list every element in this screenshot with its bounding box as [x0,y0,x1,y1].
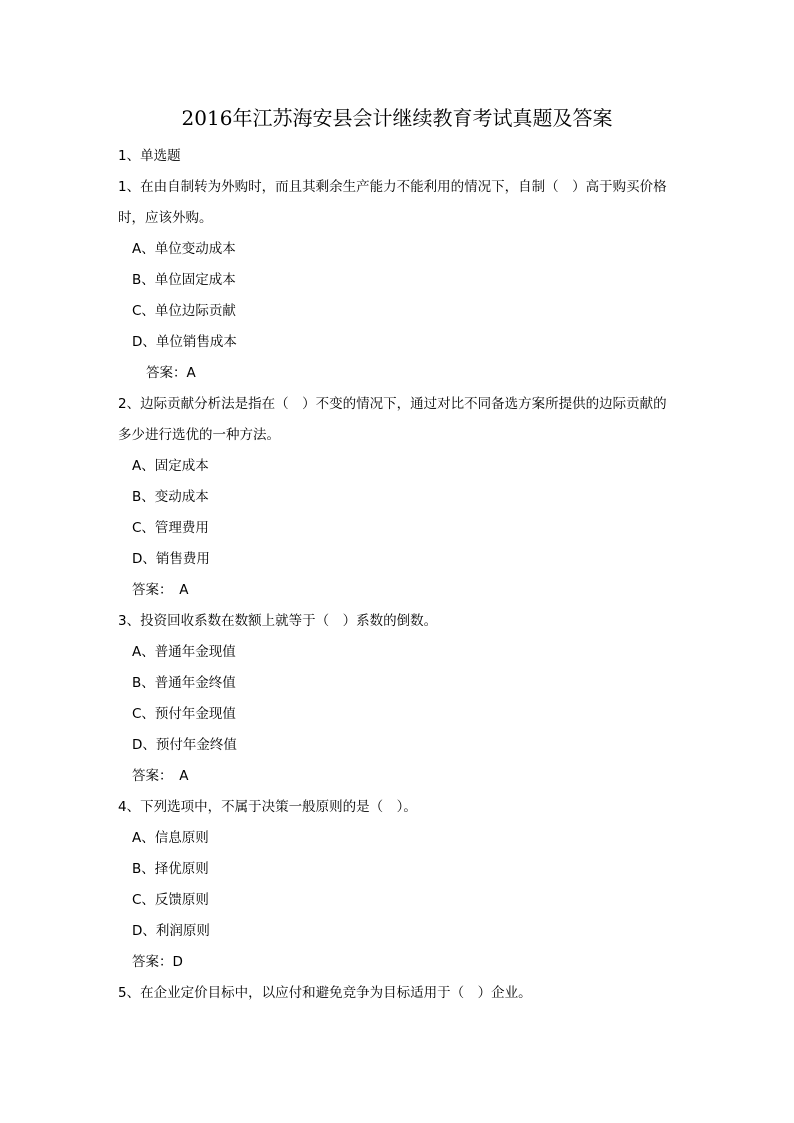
option-b: B、变动成本 [132,489,209,505]
option-a: A、固定成本 [132,458,209,474]
option-c: C、反馈原则 [132,892,209,908]
option-a: A、单位变动成本 [132,241,236,257]
question-3 [118,606,678,792]
option-a: A、普通年金现值 [132,644,236,660]
option-b: B、普通年金终值 [132,675,236,691]
question-5 [118,978,678,1009]
answer-line: 答案：A [146,365,196,381]
question-stem: 2、边际贡献分析法是指在（ ）不变的情况下，通过对比不同备选方案所提供的边际贡献的多少进行选优的一种方法。 [118,396,667,443]
option-d: D、销售费用 [132,551,210,567]
question-stem: 5、在企业定价目标中，以应付和避免竞争为目标适用于（ ）企业。 [118,985,532,1001]
document-title: 2016年江苏海安县会计继续教育考试真题及答案 [181,106,613,130]
question-stem: 4、下列选项中，不属于决策一般原则的是（ ）。 [118,799,417,815]
section-heading: 1、单选题 [118,148,181,164]
option-b: B、择优原则 [132,861,209,877]
question-stem: 3、投资回收系数在数额上就等于（ ）系数的倒数。 [118,613,438,629]
option-d: D、单位销售成本 [132,334,237,350]
option-c: C、预付年金现值 [132,706,236,722]
answer-line: 答案： A [132,768,189,784]
answer-line: 答案：D [132,954,183,970]
question-stem: 1、在由自制转为外购时，而且其剩余生产能力不能利用的情况下，自制（ ）高于购买价格时，应该外购。 [118,179,667,226]
option-c: C、管理费用 [132,520,209,536]
question-4 [118,792,678,978]
option-d: D、预付年金终值 [132,737,237,753]
option-c: C、单位边际贡献 [132,303,236,319]
question-1 [118,172,678,389]
option-d: D、利润原则 [132,923,210,939]
option-b: B、单位固定成本 [132,272,236,288]
answer-line: 答案： A [132,582,189,598]
document-body [118,141,678,1009]
option-a: A、信息原则 [132,830,209,846]
question-2 [118,389,678,606]
